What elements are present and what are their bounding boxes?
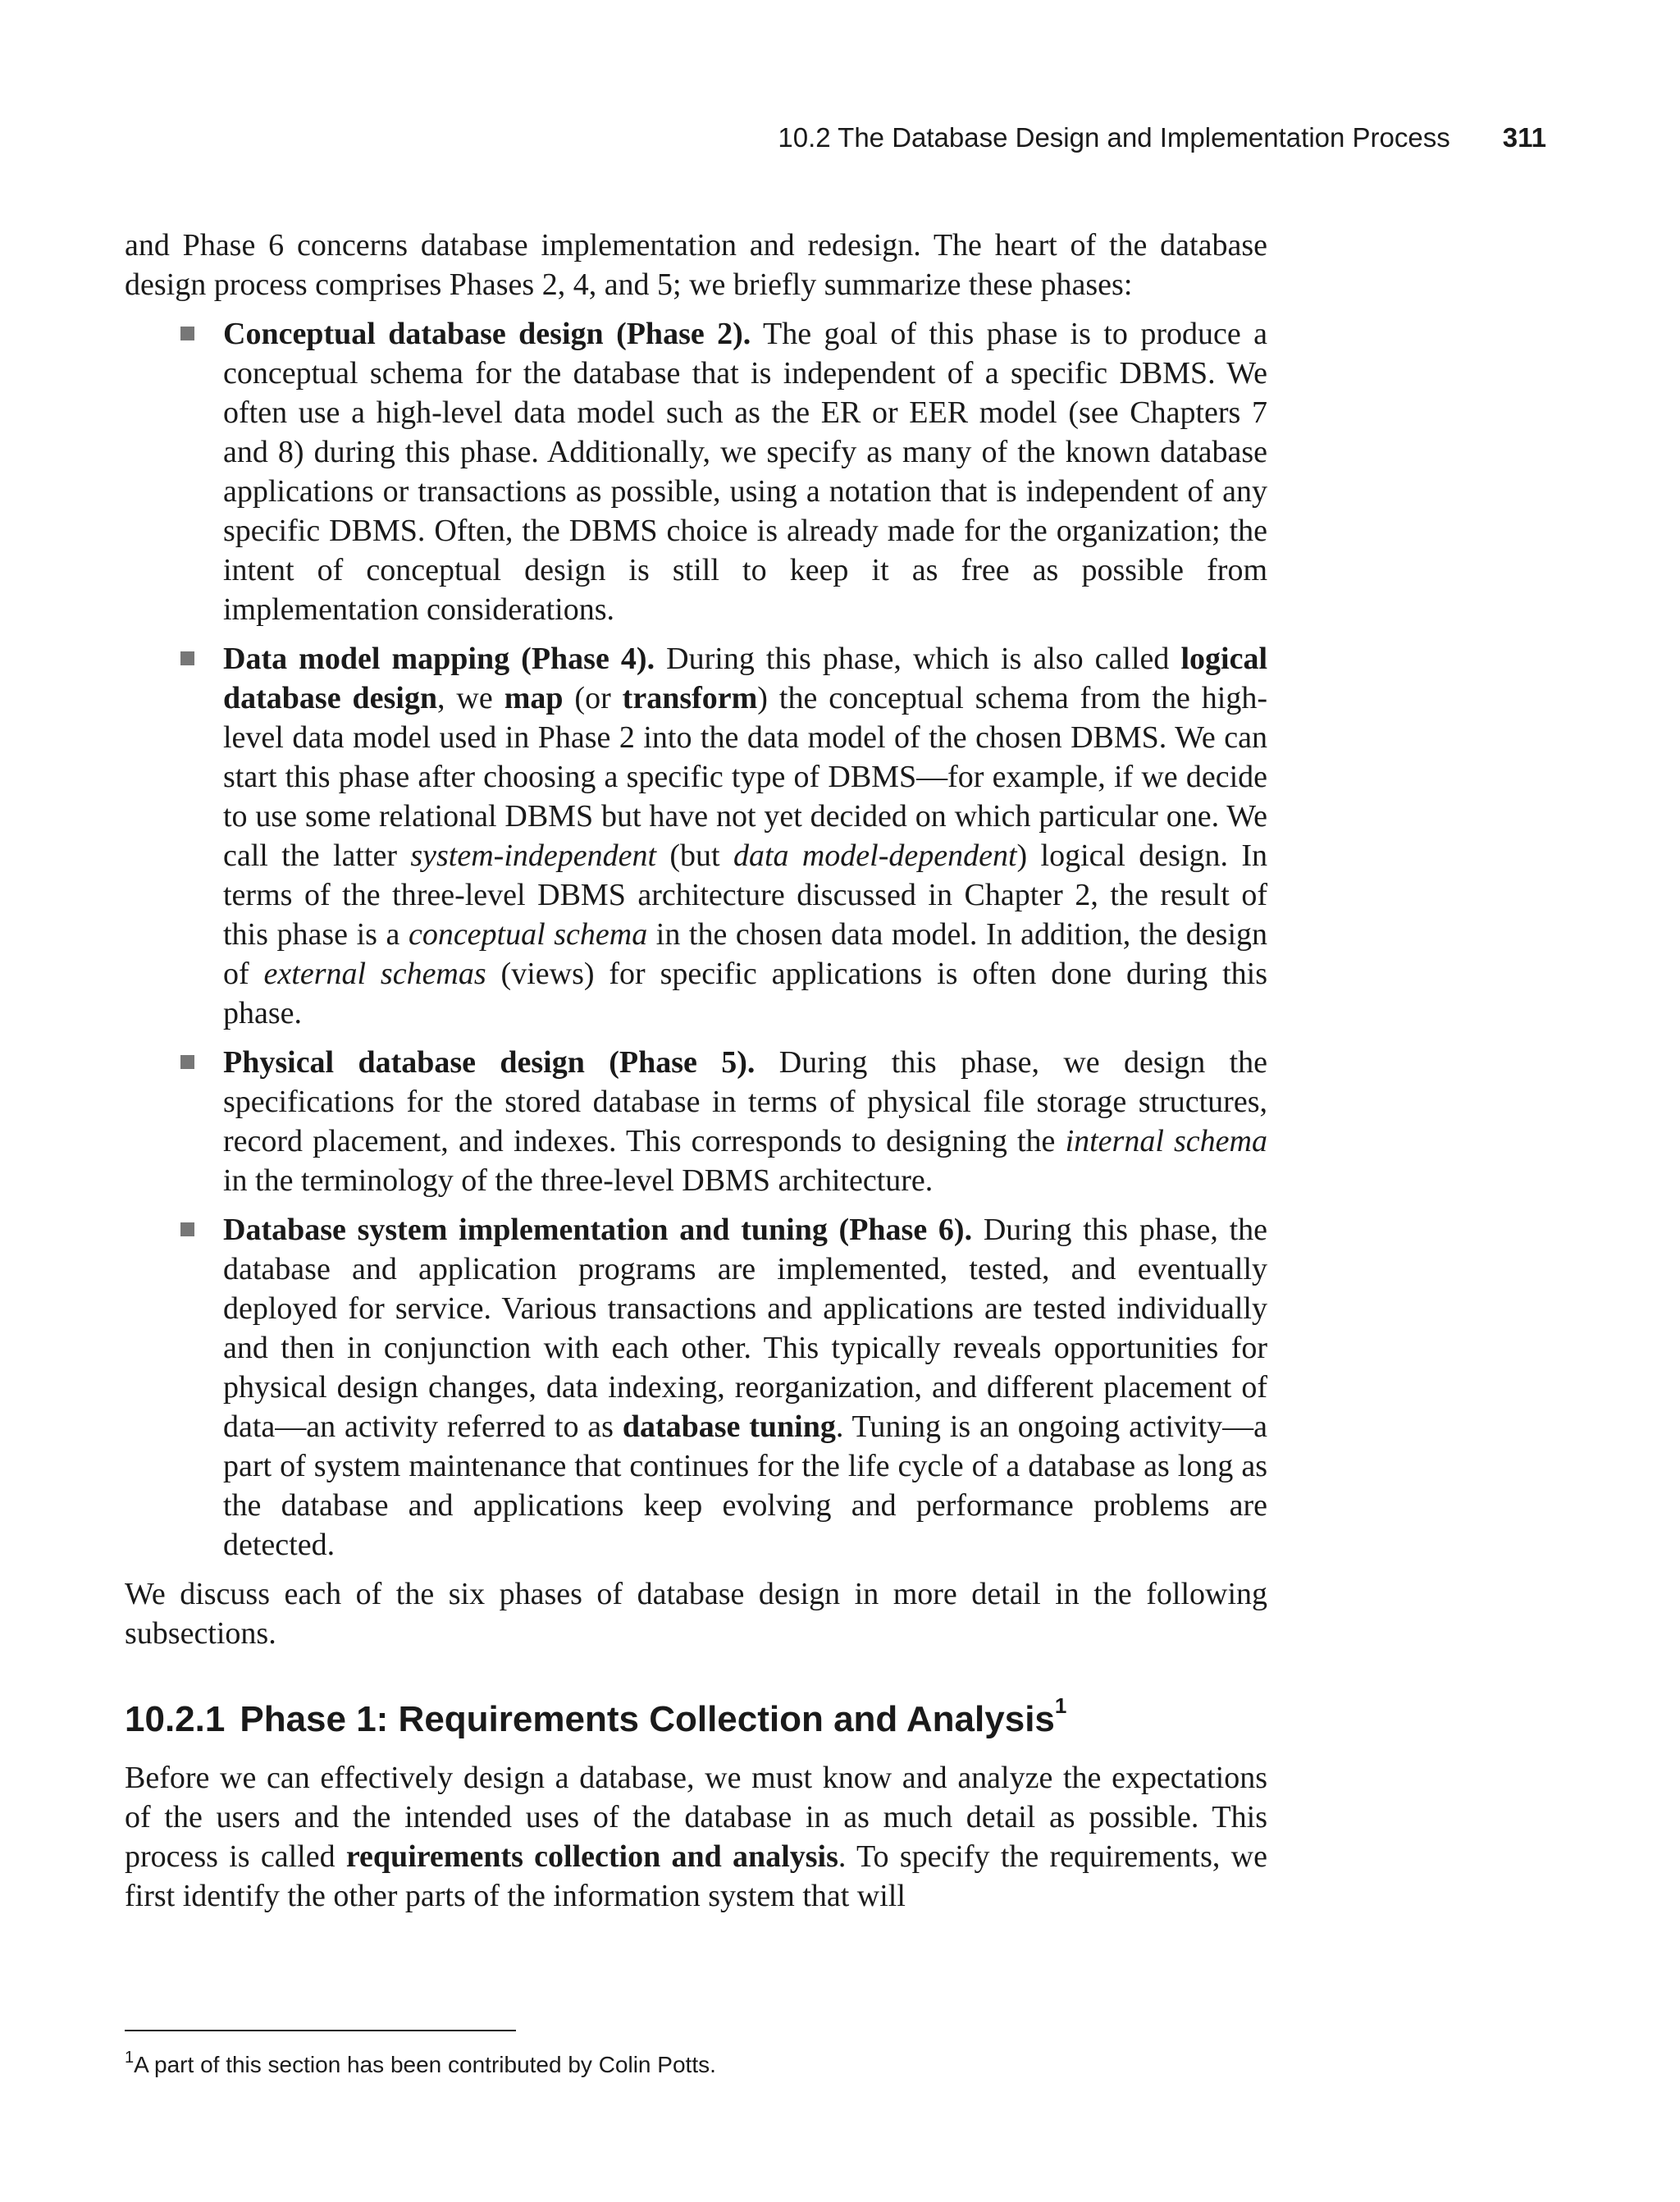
footnote-reference[interactable]: 1 [1054, 1693, 1067, 1719]
term-data-model-dependent: data model-dependent [733, 838, 1017, 873]
list-item-text: The goal of this phase is to produce a conceptual schema for the database that is independent of a specific DBMS. We often use a high-level data model such as the ER or EER model (see Chapters 7 and 8) during this phase. Additionally, we specify as many of the known database applications or transactions as possible, using a notation that is independent of any specific DBMS. Often, the DBMS choice is already made for the organization; the intent of conceptual design is still to keep it as free as possible from implementation considerations. [223, 317, 1267, 627]
list-item [223, 1043, 1267, 1200]
list-item-text: (or [563, 681, 623, 715]
list-item-text: , we [437, 681, 504, 715]
section-title: Phase 1: Requirements Collection and Analysis [240, 1699, 1055, 1739]
list-item-lead: Database system implementation and tuning (Phase 6). [223, 1213, 973, 1247]
page-body [125, 226, 1267, 1916]
list-item [223, 1210, 1267, 1565]
term-conceptual-schema: conceptual schema [408, 917, 648, 952]
section-paragraph [125, 1758, 1267, 1916]
term-database-tuning: database tuning [622, 1409, 836, 1444]
list-item-text: During this phase, we design the specifications for the stored database in terms of physical file storage structures, record placement, and indexes. This corresponds to designing the [223, 1045, 1267, 1158]
footnote-marker: 1 [125, 2048, 135, 2067]
footnote [125, 2049, 1267, 2081]
list-item [223, 314, 1267, 629]
square-bullet-icon [180, 1055, 194, 1069]
running-head-title: 10.2 The Database Design and Implementation Process [778, 122, 1450, 153]
list-item-text: ) logical design. In terms of the three-level DBMS architecture discussed in Chapter 2, the result of this phase is a [223, 838, 1267, 952]
term-map: map [504, 681, 564, 715]
term-internal-schema: internal schema [1065, 1124, 1267, 1158]
term-logical-database-design: logical database design [223, 642, 1268, 715]
list-item-text: . Tuning is an ongoing activity—a part of system maintenance that continues for the life cycle of a database as long as the database and applications keep evolving and performance problems are detected. [223, 1409, 1267, 1562]
page-number: 311 [1502, 122, 1546, 153]
phase-list [125, 314, 1267, 1565]
list-item-lead: Data model mapping (Phase 4). [223, 642, 655, 676]
list-item-text: During this phase, the database and application programs are implemented, tested, and eventually deployed for service. Various transactions and applications are tested individually and then in conjunction with each other. This typically reveals opportunities for physical design changes, data indexing, reorganization, and different placement of data—an activity referred to as [223, 1213, 1267, 1444]
list-item-text: ) the conceptual schema from the high-level data model used in Phase 2 into the data model of the chosen DBMS. We can start this phase after choosing a specific type of DBMS—for example, if we decide to use some relational DBMS but have not yet decided on which particular one. We call the latter [223, 681, 1268, 873]
square-bullet-icon [180, 1222, 194, 1236]
square-bullet-icon [180, 327, 194, 340]
running-head [0, 116, 1546, 159]
list-item-lead: Conceptual database design (Phase 2). [223, 317, 751, 351]
list-item-text: (views) for specific applications is often done during this phase. [223, 957, 1267, 1030]
term-system-independent: system-independent [410, 838, 657, 873]
list-item-text: During this phase, which is also called [655, 642, 1181, 676]
list-item-text: (but [656, 838, 733, 873]
intro-paragraph: and Phase 6 concerns database implementation and redesign. The heart of the database design process comprises Phases 2, 4, and 5; we briefly summarize these phases: [125, 228, 1267, 302]
footnote-divider [125, 2030, 516, 2031]
section-paragraph-text: Before we can effectively design a database, we must know and analyze the expectations of the users and the intended uses of the database in as much detail as possible. This process is called [125, 1761, 1267, 1874]
section-number: 10.2.1 [125, 1699, 226, 1739]
list-item-lead: Physical database design (Phase 5). [223, 1045, 756, 1080]
list-item-text: in the chosen data model. In addition, the design of [223, 917, 1268, 991]
term-transform: transform [622, 681, 758, 715]
term-requirements-collection: requirements collection and analysis [345, 1839, 838, 1874]
summary-paragraph: We discuss each of the six phases of database design in more detail in the following subsections. [125, 1577, 1267, 1651]
square-bullet-icon [180, 651, 194, 665]
term-external-schemas: external schemas [263, 957, 486, 991]
list-item [223, 639, 1267, 1033]
footnote-text: A part of this section has been contributed by Colin Potts. [134, 2052, 716, 2077]
list-item-text: in the terminology of the three-level DBMS architecture. [223, 1163, 934, 1198]
section-heading [125, 1693, 1267, 1743]
section-paragraph-text: . To specify the requirements, we first identify the other parts of the information system that will [125, 1839, 1267, 1913]
